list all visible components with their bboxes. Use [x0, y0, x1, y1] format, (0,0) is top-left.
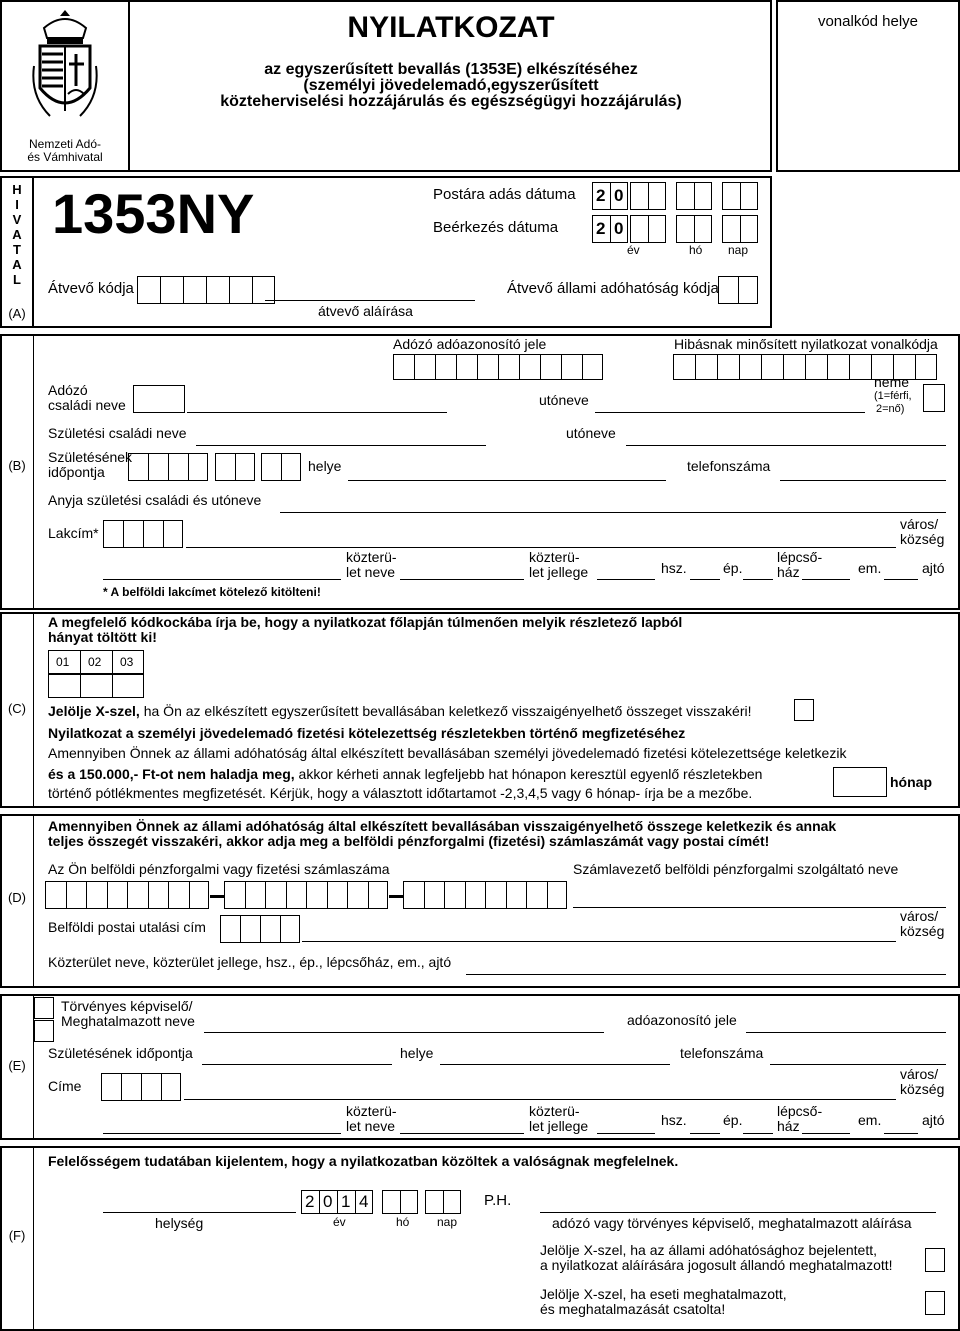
ep-label: ép.	[723, 560, 743, 576]
faulty-barcode-label: Hibásnak minősített nyilatkozat vonalkódja	[674, 336, 938, 352]
birth-given-line[interactable]	[626, 445, 946, 446]
postal-city-label-2: község	[900, 923, 945, 939]
rep-birth-date-line[interactable]	[202, 1064, 392, 1065]
pages-text-2: hányat töltött ki!	[48, 629, 157, 645]
tax-id-label: Adózó adóazonosító jele	[393, 336, 547, 352]
install-title: Nyilatkozat a személyi jövedelemadó fizetési kötelezettség részletekben történő megfizetéséhez	[48, 725, 686, 741]
rep-stair-label-2: ház	[777, 1118, 800, 1134]
stair-label-1: lépcső-	[777, 549, 823, 565]
birth-place-label: helye	[308, 458, 342, 474]
sex-box[interactable]	[923, 384, 945, 412]
adhoc-rep-text-1: Jelölje X-szel, ha eseti meghatalmazott,	[540, 1286, 787, 1302]
birth-date-month-boxes[interactable]	[215, 453, 255, 481]
side-letter-v: V	[12, 212, 22, 227]
post-year-2: 2	[596, 186, 606, 205]
sign-label-ho: hó	[396, 1215, 410, 1229]
install-line-2	[48, 766, 762, 782]
postal-city-line[interactable]	[302, 941, 896, 942]
city-label-1: város/	[900, 516, 939, 532]
post-date-day[interactable]	[722, 182, 758, 210]
street-name-label-1: közterü-	[346, 549, 397, 565]
section-b-label: (B)	[8, 458, 26, 473]
side-letter-l: L	[13, 272, 21, 287]
arrival-date-day[interactable]	[722, 215, 758, 243]
refund-checkbox[interactable]	[794, 699, 814, 721]
section-d-label: (D)	[7, 890, 27, 905]
side-letter-a2: A	[12, 257, 22, 272]
phone-line[interactable]	[780, 480, 946, 481]
birth-place-line[interactable]	[348, 480, 666, 481]
tax-id-boxes[interactable]	[393, 354, 603, 380]
address-note: * A belföldi lakcímet kötelező kitölteni!	[103, 585, 321, 599]
city-line[interactable]	[186, 547, 896, 548]
family-name-label-2: családi neve	[48, 397, 126, 413]
em-line[interactable]	[884, 579, 918, 580]
form-subtitle-1: az egyszerűsített bevallás (1353E) elkészítéséhez	[264, 61, 638, 78]
rep-hsz-line[interactable]	[690, 1133, 720, 1134]
rep-em-line[interactable]	[884, 1133, 918, 1134]
rep-street-type-line[interactable]	[400, 1133, 524, 1134]
side-letter-h: H	[12, 182, 22, 197]
rep-label-1: Törvényes képviselő/	[61, 998, 193, 1014]
hsz-label: hsz.	[661, 560, 687, 576]
family-name-label-1: Adózó	[48, 382, 88, 398]
perm-rep-text-2: a nyilatkozat aláírására jogosult állandó meghatalmazott!	[540, 1257, 893, 1273]
rep-checkbox-1[interactable]	[34, 997, 54, 1019]
sex-label-1: neme	[874, 374, 910, 390]
post-date-label: Postára adás dátuma	[433, 186, 576, 203]
rep-street-type-label-2: let jellege	[529, 1118, 589, 1134]
section-a-label: (A)	[8, 306, 26, 321]
zip-boxes[interactable]	[103, 520, 183, 548]
mother-line[interactable]	[280, 512, 946, 513]
rep-birth-place-label: helye	[400, 1045, 434, 1061]
rep-stair-label-1: lépcső-	[777, 1103, 823, 1119]
install-line-1: Amennyiben Önnek az állami adóhatóság által elkészített bevallásában személyi jövedelemadó fizetési kötelezettsége keletkezik	[48, 745, 847, 761]
receiver-code-boxes[interactable]	[137, 276, 275, 304]
perm-rep-checkbox[interactable]	[925, 1248, 945, 1272]
rep-em-label: em.	[858, 1112, 882, 1128]
refund-info-1: Amennyiben Önnek az állami adóhatóság által elkészített bevallásában visszaigényelhető összege keletkezik és annak	[48, 818, 837, 834]
side-letter-a: A	[12, 227, 22, 242]
section-f-label: (F)	[8, 1228, 26, 1243]
rep-door-label: ajtó	[922, 1112, 945, 1128]
label-nap: nap	[728, 243, 749, 257]
perm-rep-text-1: Jelölje X-szel, ha az állami adóhatósághoz bejelentett,	[540, 1242, 877, 1258]
install-line-3: történő pótlékmentes megfizetését. Kérjük, hogy a választott időtartamot -2,3,4,5 vagy 6 hónap- írja be a mezőbe.	[48, 785, 753, 801]
form-code: 1353NY	[52, 182, 255, 245]
agency-name-2: és Vámhivatal	[27, 150, 103, 164]
barcode-label: vonalkód helye	[817, 13, 919, 30]
post-date-month[interactable]	[676, 182, 712, 210]
birth-family-line[interactable]	[196, 445, 486, 446]
postal-zip-boxes[interactable]	[220, 915, 300, 943]
arrival-date-boxes-b[interactable]	[630, 215, 666, 243]
account-boxes-3[interactable]	[403, 881, 567, 909]
sign-year-d3: 1	[341, 1192, 351, 1211]
birth-family-label: Születési családi neve	[48, 425, 187, 441]
page-code-03: 03	[120, 655, 134, 669]
ep-line[interactable]	[743, 579, 773, 580]
label-ho: hó	[689, 243, 703, 257]
rep-zip-boxes[interactable]	[101, 1073, 181, 1101]
sex-label-3: 2=nő)	[876, 403, 905, 415]
postal-street-line[interactable]	[466, 974, 946, 975]
sign-label-nap: nap	[437, 1215, 458, 1229]
sign-date-month-boxes[interactable]	[382, 1190, 418, 1214]
rep-address-label: Címe	[48, 1078, 82, 1094]
bank-label: Számlavezető belföldi pénzforgalmi szolgáltató neve	[573, 861, 899, 877]
arrival-year-0: 0	[614, 219, 624, 238]
rep-birth-place-line[interactable]	[440, 1064, 670, 1065]
street-type-label-2: let jellege	[529, 564, 589, 580]
stamp-label: P.H.	[484, 1192, 512, 1209]
form-title: NYILATKOZAT	[347, 11, 555, 44]
refund-mark-bold: Jelölje X-szel,	[48, 703, 140, 719]
city-label-2: község	[900, 531, 945, 547]
sign-year-d4: 4	[359, 1192, 369, 1211]
page-code-02: 02	[88, 655, 102, 669]
post-date-boxes-b[interactable]	[630, 182, 666, 210]
birth-date-label-1: Születésének	[48, 449, 133, 465]
birth-given-label: utóneve	[566, 425, 616, 441]
hsz-line[interactable]	[690, 579, 720, 580]
refund-info-2: teljes összegét visszakéri, akkor adja meg a belföldi pénzforgalmi (fizetési) számlaszámát vagy postai címét!	[48, 833, 770, 849]
signature-line[interactable]	[540, 1212, 936, 1213]
rep-street-type-label-1: közterü-	[529, 1103, 580, 1119]
phone-label: telefonszáma	[687, 458, 771, 474]
arrival-date-label: Beérkezés dátuma	[433, 219, 559, 236]
birth-date-day-boxes[interactable]	[261, 453, 301, 481]
pages-text-1: A megfelelő kódkockába írja be, hogy a nyilatkozat főlapján túlmenően melyik részletező lapból	[48, 614, 683, 630]
arrival-year-2: 2	[596, 219, 606, 238]
label-ev: év	[627, 243, 640, 257]
stair-label-2: ház	[777, 564, 800, 580]
coat-of-arms-logo	[30, 6, 100, 131]
receiver-code-label: Átvevő kódja	[48, 280, 134, 297]
section-e-label: (E)	[8, 1058, 26, 1073]
rep-street-name-label-2: let neve	[346, 1118, 396, 1134]
adhoc-rep-checkbox[interactable]	[925, 1291, 945, 1315]
birth-date-label-2: időpontja	[48, 464, 105, 480]
postal-city-label-1: város/	[900, 908, 939, 924]
side-letter-t: T	[13, 242, 21, 257]
rep-hsz-label: hsz.	[661, 1112, 687, 1128]
family-name-prefix-boxes[interactable]	[133, 385, 185, 413]
given-name-line[interactable]	[595, 412, 865, 413]
rep-phone-line[interactable]	[770, 1064, 946, 1065]
refund-mark-text	[48, 703, 751, 719]
address-label: Lakcím*	[48, 525, 99, 541]
bank-line[interactable]	[573, 907, 946, 908]
install-bold: és a 150.000,- Ft-ot nem haladja meg,	[48, 766, 295, 782]
install-line-2-rest: akkor kérheti annak legfeljebb hat hónapon keresztül egyenlő részletekben	[294, 766, 763, 782]
rep-street-type-value-line[interactable]	[597, 1133, 655, 1134]
form-subtitle-2: (személyi jövedelemadó,egyszerűsített	[303, 77, 599, 94]
rep-name-line[interactable]	[204, 1032, 604, 1033]
receiver-authority-boxes[interactable]	[718, 276, 758, 304]
place-line[interactable]	[103, 1212, 296, 1213]
side-letter-i: I	[15, 197, 19, 212]
receiver-authority-label: Átvevő állami adóhatóság kódja	[507, 280, 719, 297]
form-subtitle-3: közteherviselési hozzájárulás és egészségügyi hozzájárulás)	[220, 93, 682, 110]
month-box[interactable]	[833, 767, 887, 797]
street-type-line[interactable]	[400, 579, 524, 580]
given-name-label: utóneve	[539, 392, 589, 408]
street-name-line[interactable]	[103, 579, 341, 580]
sex-label-2: (1=férfi,	[874, 390, 912, 402]
sign-date-day-boxes[interactable]	[425, 1190, 461, 1214]
adhoc-rep-text-2: és meghatalmazását csatolta!	[540, 1301, 726, 1317]
postal-street-label: Közterület neve, közterület jellege, hsz., ép., lépcsőház, em., ajtó	[48, 954, 452, 970]
rep-city-label-2: község	[900, 1081, 945, 1097]
rep-tax-id-label: adóazonosító jele	[627, 1012, 737, 1028]
rep-label-2: Meghatalmazott neve	[61, 1013, 195, 1029]
place-label: helység	[155, 1215, 204, 1231]
em-label: em.	[858, 560, 882, 576]
rep-ep-line[interactable]	[743, 1133, 773, 1134]
rep-birth-date-label: Születésének időpontja	[48, 1045, 193, 1061]
section-c-label: (C)	[7, 701, 27, 716]
account-dash-1	[210, 895, 224, 898]
family-name-line[interactable]	[187, 412, 447, 413]
page-code-boxes[interactable]	[48, 674, 144, 698]
stair-line[interactable]	[802, 579, 850, 580]
mother-label: Anyja születési családi és utóneve	[48, 492, 262, 508]
street-name-label-2: let neve	[346, 564, 396, 580]
street-type-label-1: közterü-	[529, 549, 580, 565]
rep-phone-label: telefonszáma	[680, 1045, 764, 1061]
rep-city-label-1: város/	[900, 1066, 939, 1082]
sign-year-d1: 2	[305, 1192, 315, 1211]
account-boxes-1[interactable]	[45, 881, 209, 909]
receiver-sign-line[interactable]	[265, 300, 475, 301]
rep-ep-label: ép.	[723, 1112, 743, 1128]
account-boxes-2[interactable]	[224, 881, 388, 909]
post-year-0: 0	[614, 186, 624, 205]
rep-street-name-label-1: közterü-	[346, 1103, 397, 1119]
refund-mark-rest: ha Ön az elkészített egyszerűsített bevallásában keletkező visszaigényelhető összeget visszakéri!	[139, 703, 752, 719]
birth-date-boxes[interactable]	[128, 453, 208, 481]
declaration-text: Felelősségem tudatában kijelentem, hogy a nyilatkozatban közöltek a valóságnak megfelelnek.	[48, 1153, 679, 1169]
street-type-value-line[interactable]	[597, 579, 655, 580]
sign-label-ev: év	[333, 1215, 346, 1229]
section-f-frame	[0, 1146, 960, 1331]
arrival-date-month[interactable]	[676, 215, 712, 243]
month-label: hónap	[890, 774, 932, 790]
rep-tax-id-line[interactable]	[746, 1032, 946, 1033]
door-label: ajtó	[922, 560, 945, 576]
page-code-01: 01	[56, 655, 70, 669]
rep-checkbox-2[interactable]	[34, 1020, 54, 1042]
postal-label: Belföldi postai utalási cím	[48, 919, 206, 935]
rep-city-line[interactable]	[184, 1099, 896, 1100]
agency-name-1: Nemzeti Adó-	[28, 137, 102, 151]
rep-street-name-line[interactable]	[103, 1133, 341, 1134]
sign-year-d2: 0	[323, 1192, 333, 1211]
account-dash-2	[389, 895, 403, 898]
account-label: Az Ön belföldi pénzforgalmi vagy fizetési számlaszáma	[48, 861, 390, 877]
rep-stair-line[interactable]	[802, 1133, 850, 1134]
signature-label: adózó vagy törvényes képviselő, meghatalmazott aláírása	[552, 1215, 912, 1231]
receiver-sign-label: átvevő aláírása	[318, 303, 413, 319]
